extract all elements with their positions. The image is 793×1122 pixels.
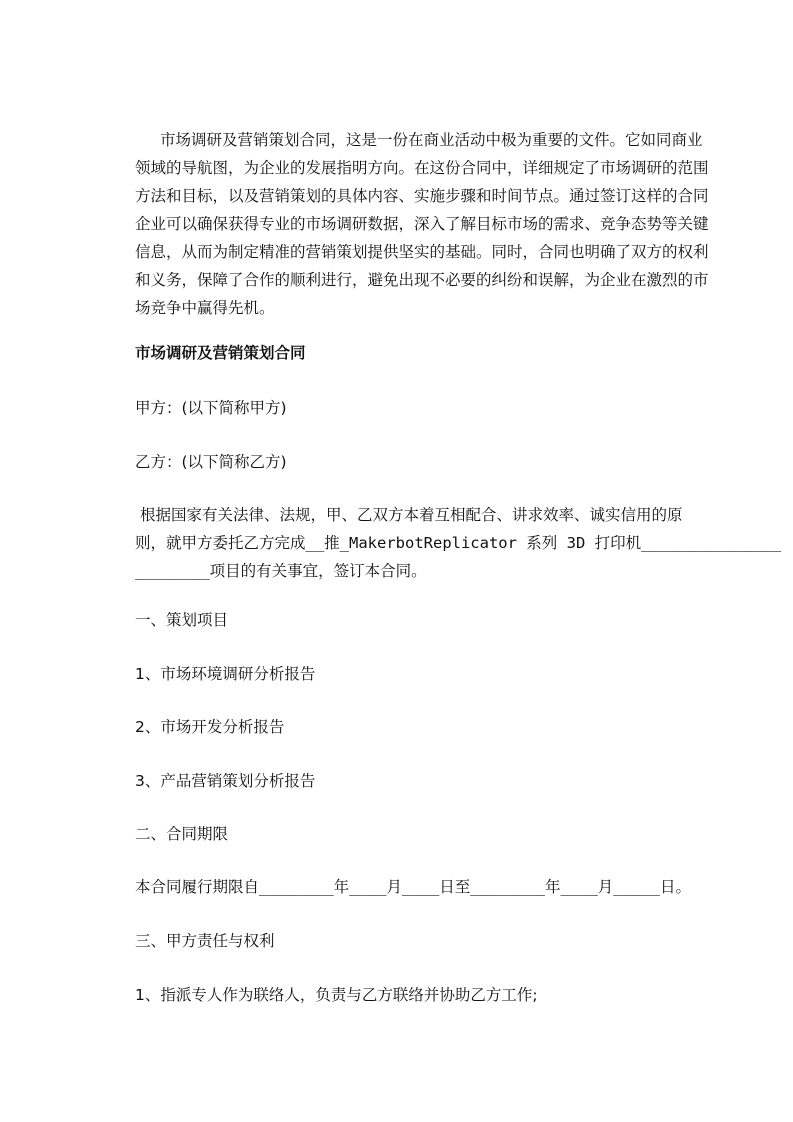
list-item: 1、市场环境调研分析报告 [135, 665, 316, 683]
preamble-line: 根据国家有关法律、法规，甲、乙双方本着互相配合、讲求效率、诚实信用的原 [140, 506, 683, 524]
list-item: 1、指派专人作为联络人，负责与乙方联络并协助乙方工作; [135, 986, 538, 1004]
preamble-line: ________项目的有关事宜，签订本合同。 [135, 562, 427, 580]
section-heading: 一、策划项目 [135, 611, 229, 629]
intro-line: 和义务，保障了合作的顺利进行，避免出现不必要的纠纷和误解，为企业在激烈的市 [135, 271, 709, 289]
term-line: 本合同履行期限自________年____月____日至________年____月_____日。 [135, 878, 691, 896]
section-heading: 二、合同期限 [135, 825, 229, 843]
intro-line: 方法和目标，以及营销策划的具体内容、实施步骤和时间节点。通过签订这样的合同 [135, 187, 709, 205]
party-a: 甲方：(以下简称甲方) [135, 399, 287, 417]
party-b: 乙方：(以下简称乙方) [135, 453, 287, 471]
intro-line: 企业可以确保获得专业的市场调研数据，深入了解目标市场的需求、竞争态势等关键 [135, 215, 709, 233]
intro-line: 场竞争中赢得先机。 [135, 299, 275, 317]
intro-line: 信息，从而为制定精准的营销策划提供坚实的基础。同时，合同也明确了双方的权利 [135, 243, 709, 261]
section-heading: 三、甲方责任与权利 [135, 932, 275, 950]
document-title: 市场调研及营销策划合同 [135, 344, 306, 362]
list-item: 3、产品营销策划分析报告 [135, 772, 316, 790]
preamble-line: 则，就甲方委托乙方完成__推_MakerbotReplicator 系列 3D 打印机_______________ [135, 534, 782, 552]
list-item: 2、市场开发分析报告 [135, 718, 285, 736]
intro-line: 市场调研及营销策划合同，这是一份在商业活动中极为重要的文件。它如同商业 [160, 131, 703, 149]
intro-line: 领域的导航图，为企业的发展指明方向。在这份合同中，详细规定了市场调研的范围 [135, 159, 709, 177]
